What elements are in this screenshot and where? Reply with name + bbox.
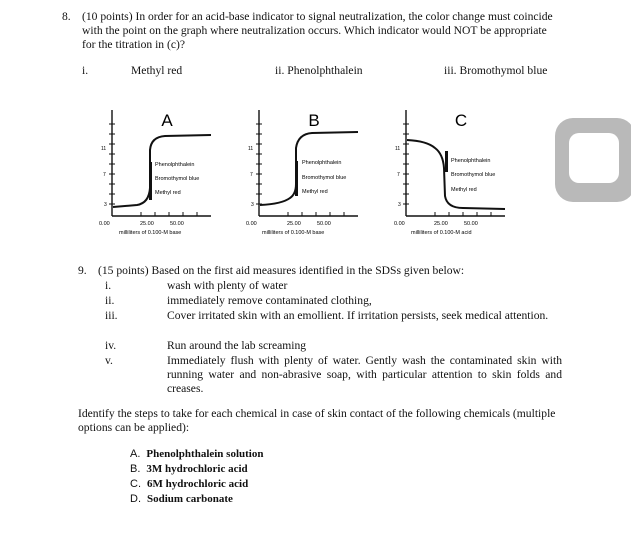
graph-a-xtick-0: 0.00 bbox=[99, 221, 110, 227]
graph-a-svg bbox=[93, 104, 243, 254]
chemical-b-letter: B. bbox=[130, 463, 141, 475]
option-iii-numeral: iii. bbox=[444, 64, 457, 77]
graph-b-indicator-2: Bromothymol blue bbox=[302, 175, 347, 181]
option-ii-label: Phenolphthalein bbox=[287, 64, 363, 77]
graph-a-indicator-2: Bromothymol blue bbox=[155, 176, 200, 182]
chemical-d-letter: D. bbox=[130, 493, 141, 505]
overlay-inner-icon bbox=[569, 133, 619, 183]
graph-c-tick-3: 3 bbox=[398, 202, 401, 208]
titration-graph-a bbox=[93, 104, 243, 254]
graph-b-xlabel: milliliters of 0.100-M base bbox=[262, 230, 325, 236]
graph-c-letter: C bbox=[454, 111, 468, 130]
option-i-numeral: i. bbox=[82, 64, 89, 77]
titration-graph-c bbox=[389, 104, 539, 254]
graph-c-svg bbox=[389, 104, 539, 254]
graph-a-tick-11: 11 bbox=[101, 146, 107, 152]
chemical-b bbox=[130, 463, 248, 476]
chemical-a bbox=[130, 448, 263, 461]
graph-b-tick-11: 11 bbox=[248, 146, 254, 152]
graph-b-letter: B bbox=[308, 111, 320, 130]
graph-a-xlabel: milliliters of 0.100-M base bbox=[119, 230, 182, 236]
question-8-text: (10 points) In order for an acid-base indicator to signal neutralization, the color change must coincide with the point on the graph where neutralization occurs. Which indicator would NOT be appropriate for the titration in (c)? bbox=[82, 10, 553, 51]
chemical-a-letter: A. bbox=[130, 448, 141, 460]
question-8 bbox=[62, 10, 562, 52]
graph-c-xtick-50: 50.00 bbox=[464, 221, 478, 227]
chemical-d bbox=[130, 493, 233, 506]
graph-c-tick-7: 7 bbox=[397, 172, 400, 178]
graph-b-tick-7: 7 bbox=[250, 172, 253, 178]
graph-b-xtick-50: 50.00 bbox=[317, 221, 331, 227]
graph-a-xtick-25: 25.00 bbox=[140, 221, 154, 227]
floating-overlay-button[interactable] bbox=[555, 118, 631, 202]
option-iii bbox=[444, 64, 547, 77]
measure-v-numeral: v. bbox=[105, 354, 113, 367]
measure-iv-numeral: iv. bbox=[105, 339, 117, 352]
graph-c-indicator-2: Bromothymol blue bbox=[451, 172, 496, 178]
graph-a-curve bbox=[113, 135, 211, 207]
chemical-d-name: Sodium carbonate bbox=[147, 493, 233, 505]
graph-c-indicator-3: Methyl red bbox=[451, 187, 477, 193]
graph-c-xtick-0: 0.00 bbox=[394, 221, 405, 227]
measure-v-text: Immediately flush with plenty of water. Gently wash the contaminated skin with running water and non-abrasive soap, with particular attention to skin folds and creases. bbox=[167, 354, 562, 395]
graph-a-tick-7: 7 bbox=[103, 172, 106, 178]
graph-b-xtick-25: 25.00 bbox=[287, 221, 301, 227]
graph-a-tick-3: 3 bbox=[104, 202, 107, 208]
measure-i-text: wash with plenty of water bbox=[167, 279, 288, 292]
option-i-label: Methyl red bbox=[131, 64, 183, 77]
graph-c-xlabel: milliliters of 0.100-M acid bbox=[411, 230, 472, 236]
option-ii-numeral: ii. bbox=[275, 64, 285, 77]
graph-a-letter: A bbox=[161, 111, 173, 130]
question-8-number: 8. bbox=[62, 10, 71, 23]
graph-c-tick-11: 11 bbox=[395, 146, 401, 152]
measure-iii-numeral: iii. bbox=[105, 309, 118, 322]
option-iii-label: Bromothymol blue bbox=[459, 64, 548, 77]
graph-c-xtick-25: 25.00 bbox=[434, 221, 448, 227]
graph-b-xtick-0: 0.00 bbox=[246, 221, 257, 227]
chemical-c bbox=[130, 478, 248, 491]
chemical-c-letter: C. bbox=[130, 478, 141, 490]
graph-a-indicator-1: Phenolphthalein bbox=[155, 162, 195, 168]
graph-a-xtick-50: 50.00 bbox=[170, 221, 184, 227]
measure-ii-text: immediately remove contaminated clothing, bbox=[167, 294, 372, 307]
question-9-instruction: Identify the steps to take for each chemical in case of skin contact of the following chemicals (multiple options can be applied): bbox=[78, 407, 556, 434]
measure-iii-text: Cover irritated skin with an emollient. If irritation persists, seek medical attention. bbox=[167, 309, 549, 322]
chemical-a-name: Phenolphthalein solution bbox=[146, 448, 264, 460]
graph-c-indicator-1: Phenolphthalein bbox=[451, 158, 491, 164]
chemical-c-name: 6M hydrochloric acid bbox=[147, 478, 249, 490]
titration-graph-b bbox=[240, 104, 390, 254]
measure-ii-numeral: ii. bbox=[105, 294, 115, 307]
question-9-text: (15 points) Based on the first aid measures identified in the SDSs given below: bbox=[98, 264, 465, 277]
question-9-number: 9. bbox=[78, 264, 87, 277]
option-ii bbox=[275, 64, 363, 77]
graph-a-indicator-3: Methyl red bbox=[155, 190, 181, 196]
measure-i-numeral: i. bbox=[105, 279, 112, 292]
graph-b-indicator-3: Methyl red bbox=[302, 189, 328, 195]
graph-b-tick-3: 3 bbox=[251, 202, 254, 208]
chemical-b-name: 3M hydrochloric acid bbox=[146, 463, 248, 475]
graph-b-indicator-1: Phenolphthalein bbox=[302, 160, 342, 166]
graph-b-svg bbox=[240, 104, 390, 254]
measure-iv-text: Run around the lab screaming bbox=[167, 339, 307, 352]
